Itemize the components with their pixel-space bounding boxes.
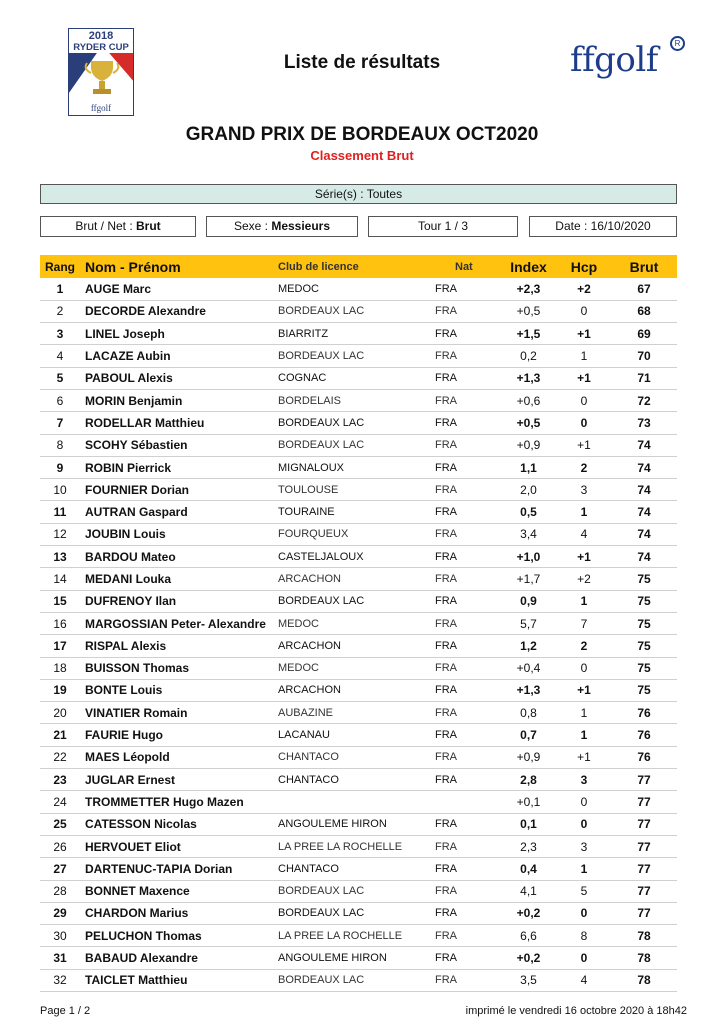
- table-row: [40, 323, 677, 345]
- header-club: Club de licence: [275, 255, 433, 278]
- cell-index: 0,2: [500, 345, 557, 367]
- ryder-cup-name: RYDER CUP: [73, 42, 129, 53]
- cell-brut: 77: [611, 813, 677, 835]
- cell-hcp: 0: [557, 389, 611, 411]
- cell-hcp: 1: [557, 858, 611, 880]
- cell-club: MEDOC: [275, 657, 433, 679]
- header-nat: Nat: [433, 255, 500, 278]
- cell-rank: 5: [40, 367, 80, 389]
- cell-index: +1,3: [500, 367, 557, 389]
- cell-name: JOUBIN Louis: [80, 523, 275, 545]
- table-row: [40, 412, 677, 434]
- table-row: [40, 546, 677, 568]
- cell-index: +0,2: [500, 902, 557, 924]
- cell-hcp: 3: [557, 835, 611, 857]
- table-row: [40, 456, 677, 478]
- cell-name: DARTENUC-TAPIA Dorian: [80, 858, 275, 880]
- cell-index: 1,2: [500, 635, 557, 657]
- cell-hcp: 0: [557, 300, 611, 322]
- cell-rank: 13: [40, 546, 80, 568]
- event-title: GRAND PRIX DE BORDEAUX OCT2020: [185, 124, 539, 145]
- cell-club: BORDEAUX LAC: [275, 300, 433, 322]
- cell-index: 5,7: [500, 612, 557, 634]
- cell-nat: FRA: [433, 501, 500, 523]
- filter-sexe-value: Messieurs: [271, 219, 331, 233]
- table-row: [40, 902, 677, 924]
- cell-rank: 21: [40, 724, 80, 746]
- cell-nat: FRA: [433, 389, 500, 411]
- cell-rank: 16: [40, 612, 80, 634]
- cell-name: DUFRENOY Ilan: [80, 590, 275, 612]
- results-table: [40, 255, 677, 992]
- cell-hcp: 3: [557, 769, 611, 791]
- cell-index: +0,5: [500, 412, 557, 434]
- table-row: [40, 657, 677, 679]
- cell-club: LACANAU: [275, 724, 433, 746]
- cell-nat: FRA: [433, 947, 500, 969]
- table-row: [40, 746, 677, 768]
- cell-hcp: 0: [557, 412, 611, 434]
- cell-name: AUGE Marc: [80, 278, 275, 300]
- cell-name: VINATIER Romain: [80, 702, 275, 724]
- cell-hcp: +1: [557, 746, 611, 768]
- table-row: [40, 590, 677, 612]
- cell-rank: 31: [40, 947, 80, 969]
- cell-nat: FRA: [433, 925, 500, 947]
- cell-rank: 9: [40, 456, 80, 478]
- cell-brut: 77: [611, 858, 677, 880]
- cell-club: BORDEAUX LAC: [275, 412, 433, 434]
- cell-nat: [433, 791, 500, 813]
- cell-name: AUTRAN Gaspard: [80, 501, 275, 523]
- cell-nat: FRA: [433, 702, 500, 724]
- cell-hcp: 4: [557, 523, 611, 545]
- cell-club: ARCACHON: [275, 568, 433, 590]
- cell-rank: 22: [40, 746, 80, 768]
- cell-hcp: 0: [557, 947, 611, 969]
- table-row: [40, 278, 677, 300]
- cell-index: +0,5: [500, 300, 557, 322]
- cell-nat: FRA: [433, 323, 500, 345]
- cell-index: +0,6: [500, 389, 557, 411]
- cell-name: BONTE Louis: [80, 679, 275, 701]
- cell-name: FAURIE Hugo: [80, 724, 275, 746]
- cell-index: +1,0: [500, 546, 557, 568]
- cell-hcp: 2: [557, 456, 611, 478]
- cell-brut: 76: [611, 702, 677, 724]
- cell-brut: 76: [611, 746, 677, 768]
- cell-name: HERVOUET Eliot: [80, 835, 275, 857]
- ryder-cup-year: 2018: [88, 30, 114, 42]
- cell-nat: FRA: [433, 858, 500, 880]
- cell-name: BARDOU Mateo: [80, 546, 275, 568]
- cell-hcp: 1: [557, 590, 611, 612]
- cell-brut: 72: [611, 389, 677, 411]
- cell-brut: 74: [611, 501, 677, 523]
- series-banner: Série(s) : Toutes: [40, 184, 677, 204]
- cell-hcp: 1: [557, 501, 611, 523]
- cell-brut: 78: [611, 925, 677, 947]
- cell-nat: FRA: [433, 612, 500, 634]
- filter-sexe: [206, 216, 358, 237]
- cell-nat: FRA: [433, 657, 500, 679]
- table-row: [40, 300, 677, 322]
- cell-nat: FRA: [433, 746, 500, 768]
- table-row: [40, 858, 677, 880]
- cell-club: ARCACHON: [275, 635, 433, 657]
- table-row: [40, 389, 677, 411]
- cell-club: BORDELAIS: [275, 389, 433, 411]
- cell-nat: FRA: [433, 635, 500, 657]
- table-row: [40, 345, 677, 367]
- cell-rank: 30: [40, 925, 80, 947]
- cell-hcp: 5: [557, 880, 611, 902]
- cell-brut: 77: [611, 791, 677, 813]
- cell-brut: 75: [611, 568, 677, 590]
- cell-index: 0,5: [500, 501, 557, 523]
- cell-club: ARCACHON: [275, 679, 433, 701]
- cell-index: +1,5: [500, 323, 557, 345]
- cell-rank: 14: [40, 568, 80, 590]
- cell-name: MORIN Benjamin: [80, 389, 275, 411]
- cell-club: CASTELJALOUX: [275, 546, 433, 568]
- table-row: [40, 434, 677, 456]
- cell-brut: 76: [611, 724, 677, 746]
- cell-index: +0,9: [500, 434, 557, 456]
- cell-rank: 25: [40, 813, 80, 835]
- cell-club: COGNAC: [275, 367, 433, 389]
- cell-club: MIGNALOUX: [275, 456, 433, 478]
- cell-name: MARGOSSIAN Peter- Alexandre: [80, 612, 275, 634]
- cell-nat: FRA: [433, 835, 500, 857]
- cell-hcp: +2: [557, 278, 611, 300]
- table-row: [40, 925, 677, 947]
- cell-club: ANGOULEME HIRON: [275, 813, 433, 835]
- cell-hcp: 2: [557, 635, 611, 657]
- table-row: [40, 679, 677, 701]
- filter-brut-net-value: Brut: [136, 219, 161, 233]
- registered-mark-icon: R: [670, 36, 685, 51]
- cell-brut: 77: [611, 902, 677, 924]
- cell-hcp: 0: [557, 657, 611, 679]
- cell-club: CHANTACO: [275, 769, 433, 791]
- cell-rank: 19: [40, 679, 80, 701]
- cell-rank: 11: [40, 501, 80, 523]
- cell-club: BORDEAUX LAC: [275, 345, 433, 367]
- cell-brut: 77: [611, 880, 677, 902]
- filter-tour: Tour 1 / 3: [368, 216, 518, 237]
- cell-hcp: 0: [557, 902, 611, 924]
- cell-rank: 8: [40, 434, 80, 456]
- cell-name: LINEL Joseph: [80, 323, 275, 345]
- cell-club: LA PREE LA ROCHELLE: [275, 835, 433, 857]
- ffgolf-logo: ffgolf: [570, 40, 658, 80]
- table-row: [40, 769, 677, 791]
- cell-brut: 73: [611, 412, 677, 434]
- cell-name: JUGLAR Ernest: [80, 769, 275, 791]
- cell-index: +2,3: [500, 278, 557, 300]
- cell-hcp: +1: [557, 546, 611, 568]
- cell-brut: 75: [611, 679, 677, 701]
- cell-rank: 15: [40, 590, 80, 612]
- header-hcp: Hcp: [557, 255, 611, 278]
- cell-hcp: 1: [557, 724, 611, 746]
- cell-rank: 18: [40, 657, 80, 679]
- cell-nat: FRA: [433, 345, 500, 367]
- cell-rank: 1: [40, 278, 80, 300]
- cell-nat: FRA: [433, 880, 500, 902]
- cell-name: BONNET Maxence: [80, 880, 275, 902]
- cell-hcp: 4: [557, 969, 611, 991]
- cell-rank: 7: [40, 412, 80, 434]
- cell-index: 0,9: [500, 590, 557, 612]
- cell-index: +1,3: [500, 679, 557, 701]
- cell-nat: FRA: [433, 724, 500, 746]
- cell-name: PELUCHON Thomas: [80, 925, 275, 947]
- table-row: [40, 724, 677, 746]
- cell-brut: 74: [611, 456, 677, 478]
- cell-hcp: +1: [557, 323, 611, 345]
- table-header-row: [40, 255, 677, 278]
- cell-index: 1,1: [500, 456, 557, 478]
- table-row: [40, 835, 677, 857]
- header-name: Nom - Prénom: [80, 255, 275, 278]
- cell-club: MEDOC: [275, 278, 433, 300]
- cell-index: 6,6: [500, 925, 557, 947]
- cell-hcp: +1: [557, 434, 611, 456]
- event-subtitle: Classement Brut: [310, 148, 414, 163]
- cell-index: +1,7: [500, 568, 557, 590]
- cell-name: PABOUL Alexis: [80, 367, 275, 389]
- cell-club: BORDEAUX LAC: [275, 880, 433, 902]
- table-row: [40, 612, 677, 634]
- print-timestamp: imprimé le vendredi 16 octobre 2020 à 18h42: [465, 1005, 687, 1017]
- cell-brut: 75: [611, 657, 677, 679]
- cell-rank: 27: [40, 858, 80, 880]
- cell-hcp: 7: [557, 612, 611, 634]
- cell-brut: 71: [611, 367, 677, 389]
- cell-nat: FRA: [433, 902, 500, 924]
- cell-club: FOURQUEUX: [275, 523, 433, 545]
- cell-hcp: 3: [557, 479, 611, 501]
- cell-nat: FRA: [433, 969, 500, 991]
- cell-nat: FRA: [433, 523, 500, 545]
- cell-index: +0,9: [500, 746, 557, 768]
- cell-name: SCOHY Sébastien: [80, 434, 275, 456]
- cell-brut: 70: [611, 345, 677, 367]
- table-row: [40, 479, 677, 501]
- cell-index: 0,8: [500, 702, 557, 724]
- cell-index: 2,8: [500, 769, 557, 791]
- page-number: Page 1 / 2: [40, 1005, 91, 1017]
- cell-nat: FRA: [433, 434, 500, 456]
- cell-index: 4,1: [500, 880, 557, 902]
- cell-hcp: +2: [557, 568, 611, 590]
- table-row: [40, 791, 677, 813]
- cell-club: BORDEAUX LAC: [275, 434, 433, 456]
- cell-rank: 20: [40, 702, 80, 724]
- cell-brut: 77: [611, 835, 677, 857]
- cell-name: ROBIN Pierrick: [80, 456, 275, 478]
- cell-rank: 12: [40, 523, 80, 545]
- cell-rank: 2: [40, 300, 80, 322]
- cell-brut: 74: [611, 479, 677, 501]
- cell-hcp: 0: [557, 791, 611, 813]
- cell-name: MEDANI Louka: [80, 568, 275, 590]
- cell-rank: 32: [40, 969, 80, 991]
- cell-club: [275, 791, 433, 813]
- cell-index: 3,5: [500, 969, 557, 991]
- table-row: [40, 880, 677, 902]
- cell-nat: FRA: [433, 568, 500, 590]
- cell-rank: 26: [40, 835, 80, 857]
- cell-brut: 75: [611, 590, 677, 612]
- cell-nat: FRA: [433, 813, 500, 835]
- cell-name: DECORDE Alexandre: [80, 300, 275, 322]
- cell-name: CATESSON Nicolas: [80, 813, 275, 835]
- table-row: [40, 568, 677, 590]
- header-index: Index: [500, 255, 557, 278]
- cell-brut: 74: [611, 546, 677, 568]
- cell-rank: 29: [40, 902, 80, 924]
- cell-brut: 67: [611, 278, 677, 300]
- cell-club: CHANTACO: [275, 746, 433, 768]
- cell-nat: FRA: [433, 546, 500, 568]
- filter-date: Date : 16/10/2020: [529, 216, 677, 237]
- cell-nat: FRA: [433, 367, 500, 389]
- cell-brut: 75: [611, 612, 677, 634]
- cell-name: TAICLET Matthieu: [80, 969, 275, 991]
- cell-hcp: +1: [557, 679, 611, 701]
- cell-club: TOURAINE: [275, 501, 433, 523]
- filter-brut-net-label: Brut / Net :: [75, 219, 133, 233]
- cell-brut: 74: [611, 434, 677, 456]
- cell-rank: 3: [40, 323, 80, 345]
- cell-name: LACAZE Aubin: [80, 345, 275, 367]
- cell-club: BORDEAUX LAC: [275, 902, 433, 924]
- cell-name: FOURNIER Dorian: [80, 479, 275, 501]
- cell-club: BORDEAUX LAC: [275, 969, 433, 991]
- cell-index: 3,4: [500, 523, 557, 545]
- table-row: [40, 702, 677, 724]
- cell-nat: FRA: [433, 300, 500, 322]
- cell-name: BABAUD Alexandre: [80, 947, 275, 969]
- document-title: Liste de résultats: [283, 52, 441, 73]
- cell-index: 2,0: [500, 479, 557, 501]
- table-row: [40, 501, 677, 523]
- cell-club: CHANTACO: [275, 858, 433, 880]
- filter-brut-net: [40, 216, 196, 237]
- cell-index: 0,4: [500, 858, 557, 880]
- cell-brut: 68: [611, 300, 677, 322]
- cell-rank: 4: [40, 345, 80, 367]
- cell-rank: 6: [40, 389, 80, 411]
- cell-index: +0,1: [500, 791, 557, 813]
- cell-rank: 24: [40, 791, 80, 813]
- cell-name: BUISSON Thomas: [80, 657, 275, 679]
- cell-rank: 10: [40, 479, 80, 501]
- cell-brut: 77: [611, 769, 677, 791]
- cell-brut: 69: [611, 323, 677, 345]
- cell-club: TOULOUSE: [275, 479, 433, 501]
- cell-index: 0,1: [500, 813, 557, 835]
- cell-club: LA PREE LA ROCHELLE: [275, 925, 433, 947]
- cell-hcp: 0: [557, 813, 611, 835]
- cell-club: AUBAZINE: [275, 702, 433, 724]
- cell-rank: 23: [40, 769, 80, 791]
- table-row: [40, 969, 677, 991]
- table-row: [40, 635, 677, 657]
- table-row: [40, 367, 677, 389]
- table-row: [40, 947, 677, 969]
- table-row: [40, 523, 677, 545]
- cell-brut: 78: [611, 947, 677, 969]
- cell-club: ANGOULEME HIRON: [275, 947, 433, 969]
- cell-nat: FRA: [433, 590, 500, 612]
- cell-brut: 75: [611, 635, 677, 657]
- cell-brut: 74: [611, 523, 677, 545]
- cell-hcp: 1: [557, 345, 611, 367]
- cell-nat: FRA: [433, 412, 500, 434]
- cell-name: MAES Léopold: [80, 746, 275, 768]
- cell-brut: 78: [611, 969, 677, 991]
- cell-nat: FRA: [433, 456, 500, 478]
- results-body: [40, 278, 677, 992]
- cell-index: +0,2: [500, 947, 557, 969]
- cell-hcp: 8: [557, 925, 611, 947]
- cell-club: BIARRITZ: [275, 323, 433, 345]
- cell-nat: FRA: [433, 278, 500, 300]
- cell-index: 2,3: [500, 835, 557, 857]
- cell-club: BORDEAUX LAC: [275, 590, 433, 612]
- table-row: [40, 813, 677, 835]
- cell-hcp: 1: [557, 702, 611, 724]
- cell-name: TROMMETTER Hugo Mazen: [80, 791, 275, 813]
- cell-name: RODELLAR Matthieu: [80, 412, 275, 434]
- cell-nat: FRA: [433, 679, 500, 701]
- ryder-cup-ffgolf: ffgolf: [90, 103, 112, 113]
- filter-sexe-label: Sexe :: [233, 219, 268, 233]
- cell-rank: 17: [40, 635, 80, 657]
- header-brut: Brut: [611, 255, 677, 278]
- header-rank: Rang: [40, 255, 80, 278]
- cell-rank: 28: [40, 880, 80, 902]
- cell-name: RISPAL Alexis: [80, 635, 275, 657]
- cell-nat: FRA: [433, 769, 500, 791]
- cell-nat: FRA: [433, 479, 500, 501]
- cell-club: MEDOC: [275, 612, 433, 634]
- cell-index: +0,4: [500, 657, 557, 679]
- cell-hcp: +1: [557, 367, 611, 389]
- cell-index: 0,7: [500, 724, 557, 746]
- cell-name: CHARDON Marius: [80, 902, 275, 924]
